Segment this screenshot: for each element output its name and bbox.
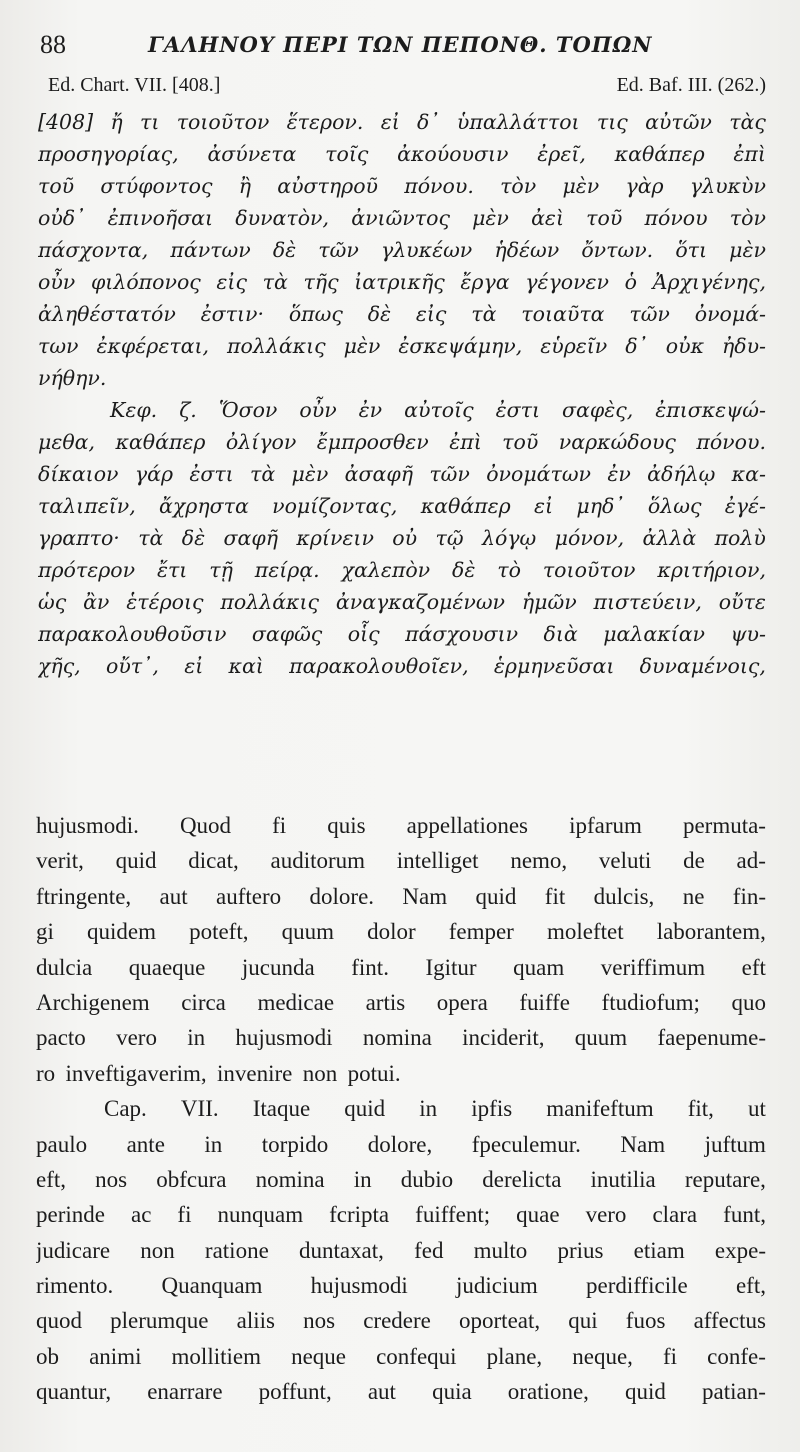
- text-line: verit, quid dicat, auditorum intelliget nemo, veluti de ad-: [36, 848, 766, 874]
- latin-text-block: [36, 808, 766, 1410]
- text-line: ob animi mollitiem neque confequi plane, neque, fi confe-: [36, 1343, 766, 1369]
- text-line: pacto vero in hujusmodi nomina inciderit, quum faepenume-: [36, 1025, 766, 1051]
- text-line: judicare non ratione duntaxat, fed multo prius etiam expe-: [36, 1237, 766, 1263]
- text-line: των ἐκφέρεται, πολλάκις μὲν ἐσκεψάμην, εὑρεῖν δ᾽ οὐκ ἠδυ-: [38, 334, 766, 358]
- text-line: δίκαιον γάρ ἐστι τὰ μὲν ἀσαφῆ τῶν ὀνομάτων ἐν ἀδήλῳ κα-: [38, 462, 766, 486]
- text-line: χῆς, οὔτ᾽, εἰ καὶ παρακολουθοῖεν, ἑρμηνεῦσαι δυναμένοις,: [38, 654, 766, 678]
- text-line: dulcia quaeque jucunda fint. Igitur quam veriffimum eft: [36, 954, 766, 980]
- text-line: τοῦ στύφοντος ἢ αὐστηροῦ πόνου. τὸν μὲν γὰρ γλυκὺν: [38, 174, 766, 198]
- text-line: οὖν φιλόπονος εἰς τὰ τῆς ἰατρικῆς ἔργα γέγονεν ὁ Ἀρχιγένης,: [38, 270, 766, 294]
- text-line: perinde ac fi nunquam fcripta fuiffent; quae vero clara funt,: [36, 1202, 766, 1228]
- text-line: οὐδ᾽ ἐπινοῆσαι δυνατὸν, ἀνιῶντος μὲν ἀεὶ τοῦ πόνου τὸν: [38, 206, 766, 230]
- page-header: [40, 26, 770, 66]
- text-line: gi quidem poteft, quum dolor femper moleftet laborantem,: [36, 919, 766, 945]
- greek-text-block: [38, 106, 766, 682]
- text-line: eft, nos obfcura nomina in dubio derelicta inutilia reputare,: [36, 1166, 766, 1192]
- edition-reference-right: Ed. Baf. III. (262.): [616, 74, 766, 96]
- text-line: Κεφ. ζ. Ὅσον οὖν ἐν αὐτοῖς ἐστι σαφὲς, ἐπισκεψώ-: [110, 398, 766, 422]
- text-line: ὡς ἂν ἑτέροις πολλάκις ἀναγκαζομένων ἡμῶν πιστεύειν, οὔτε: [38, 590, 766, 614]
- edition-reference-left: Ed. Chart. VII. [408.]: [48, 74, 221, 96]
- text-line: ταλιπεῖν, ἄχρηστα νομίζοντας, καθάπερ εἰ μηδ᾽ ὅλως ἐγέ-: [38, 494, 766, 518]
- text-line: Archigenem circa medicae artis opera fuiffe ftudiofum; quo: [36, 989, 766, 1015]
- text-line: γραπτο· τὰ δὲ σαφῆ κρίνειν οὐ τῷ λόγῳ μόνον, ἀλλὰ πολὺ: [38, 526, 766, 550]
- text-line: rimento. Quanquam hujusmodi judicium perdifficile eft,: [36, 1273, 766, 1299]
- text-line: quantur, enarrare poffunt, aut quia oratione, quid patian-: [36, 1379, 766, 1405]
- text-line: quod plerumque aliis nos credere oporteat, qui fuos affectus: [36, 1308, 766, 1334]
- running-title: ΓΑΛΗΝΟΥ ΠΕΡΙ ΤΩΝ ΠΕΠΟΝΘ. ΤΟΠΩΝ: [148, 32, 653, 57]
- text-line: νήθην.: [38, 366, 107, 390]
- text-line: ro inveftigaverim, invenire non potui.: [36, 1060, 401, 1086]
- page-number: 88: [40, 30, 66, 59]
- text-line: προσηγορίας, ἀσύνετα τοῖς ἀκούουσιν ἐρεῖ, καθάπερ ἐπὶ: [38, 142, 766, 166]
- text-line: ἀληθέστατόν ἐστιν· ὅπως δὲ εἰς τὰ τοιαῦτα τῶν ὀνομά-: [38, 302, 766, 326]
- text-line: Cap. VII. Itaque quid in ipfis manifeftum fit, ut: [104, 1096, 766, 1122]
- text-line: [408] ἤ τι τοιοῦτον ἕτερον. εἰ δ᾽ ὑπαλλάττοι τις αὐτῶν τὰς: [38, 110, 766, 134]
- text-line: paulo ante in torpido dolore, fpeculemur. Nam juftum: [36, 1131, 766, 1157]
- text-line: πρότερον ἔτι τῇ πείρᾳ. χαλεπὸν δὲ τὸ τοιοῦτον κριτήριον,: [38, 558, 766, 582]
- text-line: hujusmodi. Quod fi quis appellationes ipfarum permuta-: [36, 813, 766, 838]
- text-line: παρακολουθοῦσιν σαφῶς οἷς πάσχουσιν διὰ μαλακίαν ψυ-: [38, 622, 766, 646]
- text-line: πάσχοντα, πάντων δὲ τῶν γλυκέων ἡδέων ὄντων. ὅτι μὲν: [38, 238, 766, 262]
- text-line: μεθα, καθάπερ ὀλίγον ἔμπροσθεν ἐπὶ τοῦ ναρκώδους πόνου.: [38, 430, 766, 454]
- text-line: ftringente, aut auftero dolore. Nam quid fit dulcis, ne fin-: [36, 883, 766, 909]
